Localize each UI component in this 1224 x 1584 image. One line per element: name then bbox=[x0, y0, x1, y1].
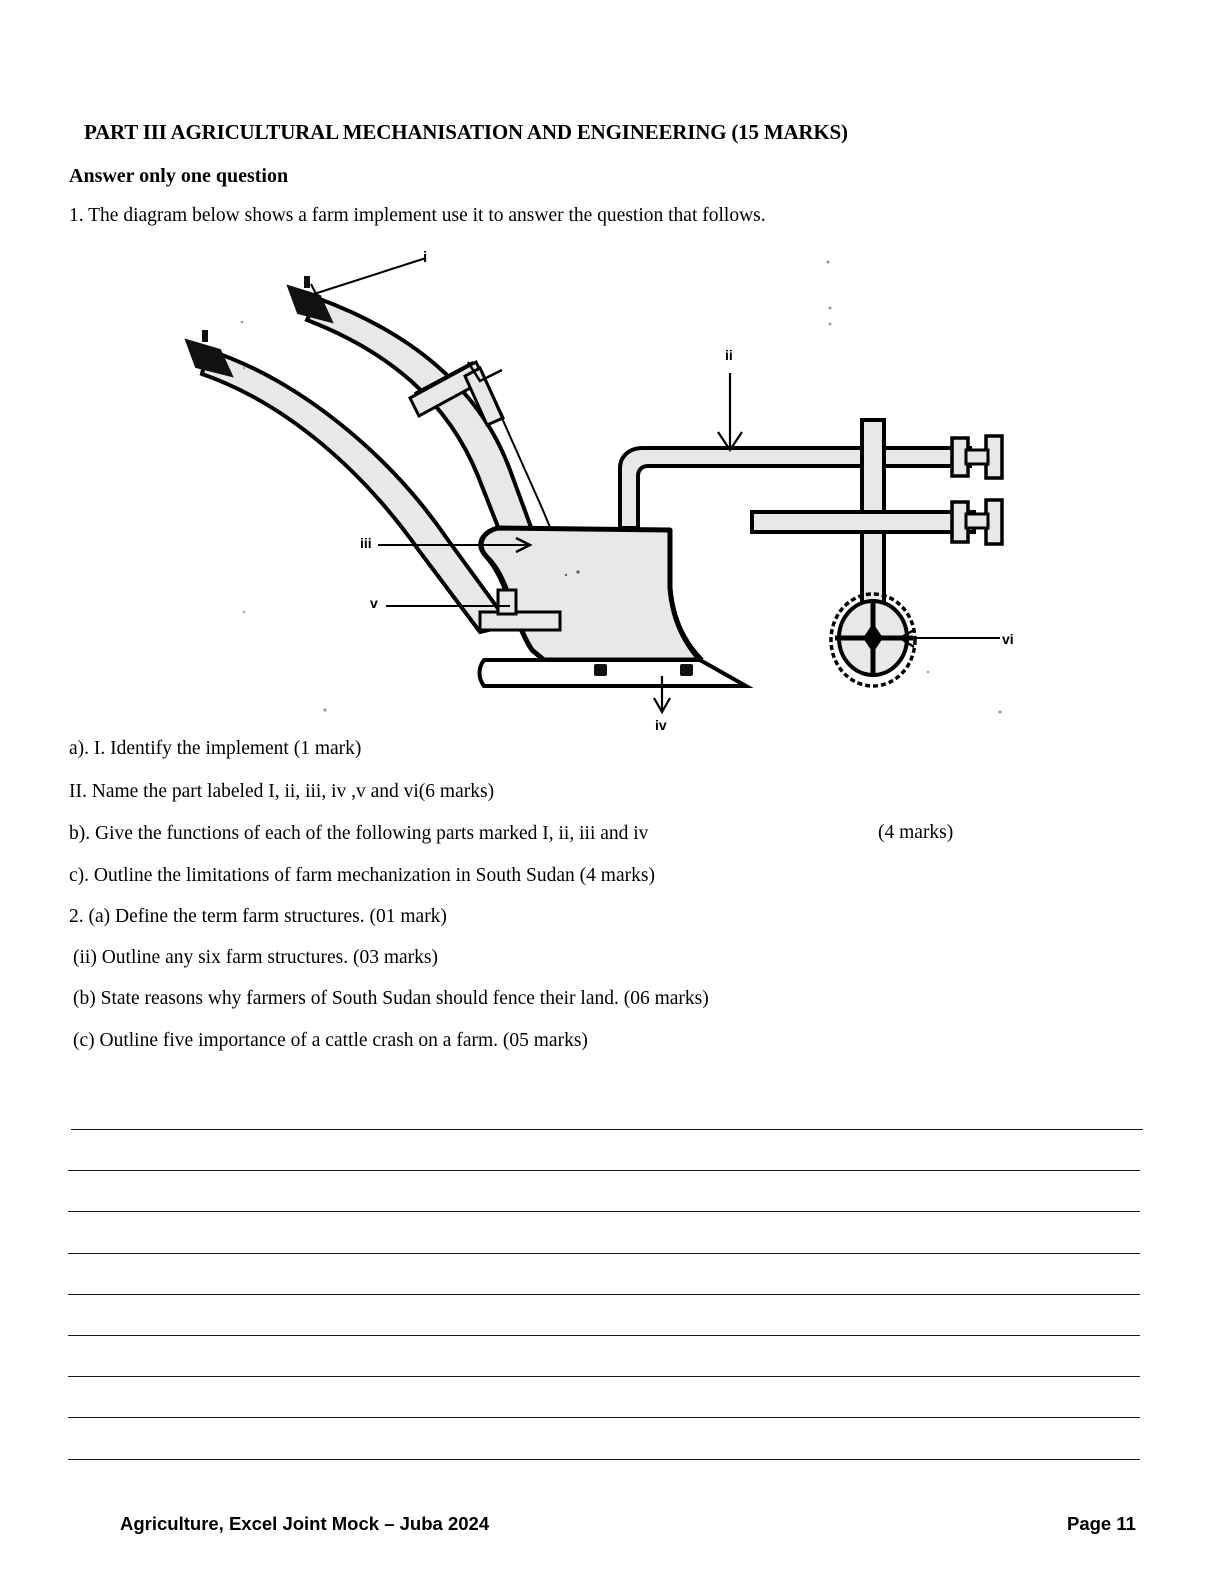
figure-label-vi: vi bbox=[1002, 631, 1014, 647]
answer-line bbox=[68, 1417, 1140, 1418]
figure-label-i: i bbox=[423, 249, 428, 266]
footer-page-number: Page 11 bbox=[1067, 1513, 1136, 1534]
footer-left-text: Agriculture, Excel Joint Mock – Juba 2024 bbox=[120, 1513, 490, 1534]
question-1b: b). Give the functions of each of the following parts marked I, ii, iii and iv bbox=[69, 823, 649, 844]
question-1c: c). Outline the limitations of farm mechanization in South Sudan (4 marks) bbox=[69, 865, 655, 886]
answer-line bbox=[68, 1253, 1140, 1254]
question-2c: (c) Outline five importance of a cattle crash on a farm. (05 marks) bbox=[73, 1030, 588, 1051]
figure-label-ii: ii bbox=[725, 347, 733, 363]
question-1a-i: a). I. Identify the implement (1 mark) bbox=[69, 738, 362, 759]
figure-label-iii: iii bbox=[360, 535, 372, 551]
plough-diagram bbox=[180, 240, 1060, 730]
answer-line bbox=[68, 1211, 1140, 1212]
answer-line bbox=[68, 1294, 1140, 1295]
question-2a: 2. (a) Define the term farm structures. (01 mark) bbox=[69, 906, 447, 927]
question-1a-ii: II. Name the part labeled I, ii, iii, iv ,v and vi(6 marks) bbox=[69, 781, 495, 802]
answer-line bbox=[68, 1459, 1140, 1460]
question-2a-ii: (ii) Outline any six farm structures. (03 marks) bbox=[73, 947, 438, 968]
question-1b-marks: (4 marks) bbox=[878, 822, 954, 843]
answer-line bbox=[71, 1129, 1143, 1130]
question-1-intro: 1. The diagram below shows a farm implement use it to answer the question that follows. bbox=[69, 205, 766, 226]
figure-label-iv: iv bbox=[655, 717, 667, 730]
instruction-text: Answer only one question bbox=[69, 165, 289, 187]
page-title: PART III AGRICULTURAL MECHANISATION AND ENGINEERING (15 MARKS) bbox=[84, 120, 848, 144]
plough-share bbox=[480, 660, 747, 686]
answer-line bbox=[68, 1170, 1140, 1171]
answer-line bbox=[68, 1376, 1140, 1377]
answer-line bbox=[68, 1335, 1140, 1336]
question-2b: (b) State reasons why farmers of South Sudan should fence their land. (06 marks) bbox=[73, 988, 709, 1009]
figure-label-v: v bbox=[370, 595, 378, 611]
